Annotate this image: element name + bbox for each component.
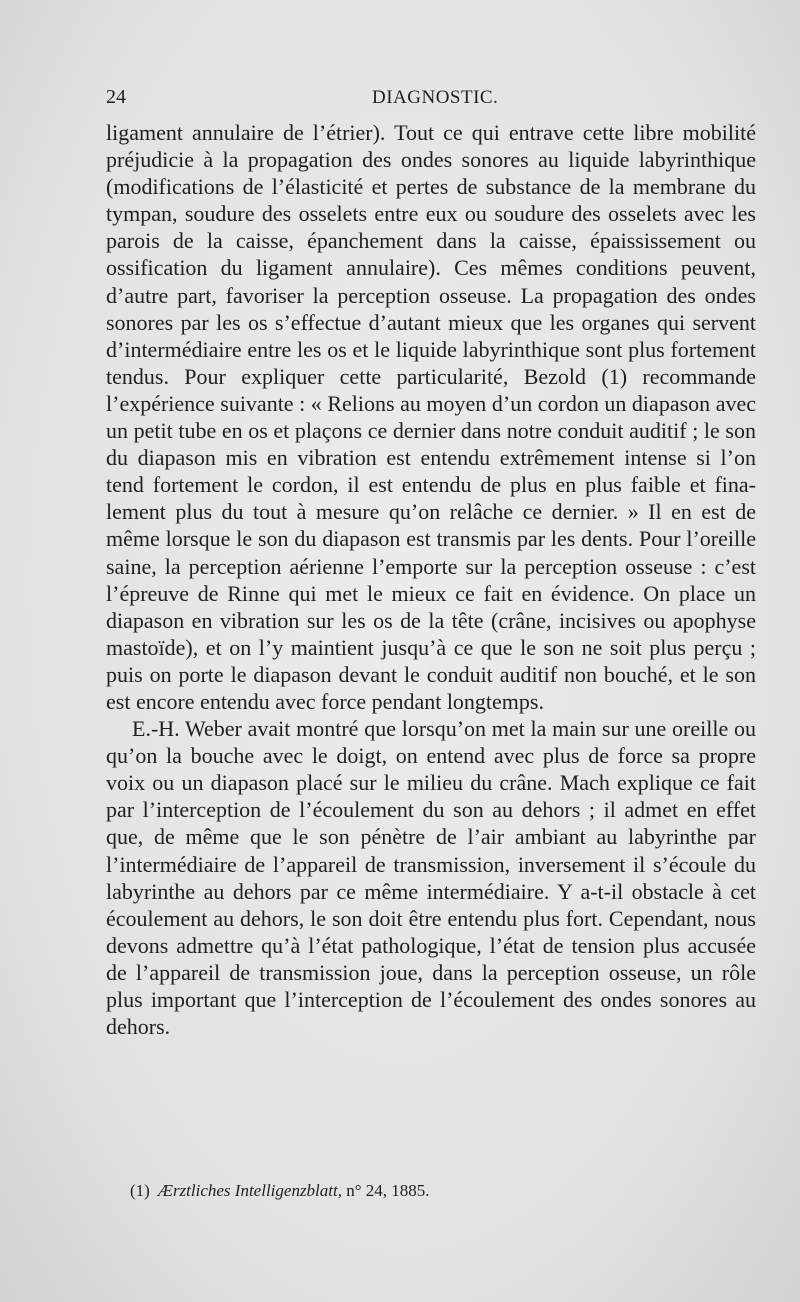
body-text: [106, 119, 756, 1040]
footnote-citation: n° 24, 1885.: [346, 1181, 430, 1200]
footnote-journal: Ærztliches Intelligenzblatt,: [157, 1181, 342, 1200]
footnote-marker: (1): [130, 1181, 150, 1200]
page-number: 24: [106, 86, 126, 108]
paragraph-2: E.-H. Weber avait montré que lorsqu’on met la main sur une oreille ou qu’on la bouche avec le doigt, on entend avec plus de force sa propre voix ou un diapason placé sur le milieu du crâne. Mach explique ce fait par l’interception de l’écoulement du son au dehors ; il admet en effet que, de même que le son pénètre de l’air ambiant au labyrinthe par l’intermédiaire de l’appareil de transmission, inversement il s’écoule du labyrinthe au dehors par ce même intermédiaire. Y a-t-il obstacle à cet écoulement au dehors, le son doit être entendu plus fort. Cependant, nous devons admettre qu’à l’état pathologique, l’état de tension plus accusée de l’appareil de transmission joue, dans la perception osseuse, un rôle plus important que l’interception de l’écoulement des ondes sonores au dehors.: [106, 716, 756, 1040]
paragraph-1: ligament annulaire de l’étrier). Tout ce qui entrave cette libre mobilité préjudicie à la propagation des ondes sonores au liquide labyrinthique (modifications de l’élasticité et pertes de substance de la membrane du tympan, soudure des osselets entre eux ou soudure des osselets avec les parois de la caisse, épanchement dans la caisse, épaississement ou ossification du ligament annulaire). Ces mêmes conditions peuvent, d’autre part, favoriser la perception osseuse. La propagation des ondes sonores par les os s’effectue d’autant mieux que les organes qui servent d’intermédiaire entre les os et le liquide labyrinthique sont plus fortement tendus. Pour expliquer cette particularité, Bezold (1) recommande l’expérience suivante : « Relions au moyen d’un cordon un diapason avec un petit tube en os et plaçons ce dernier dans notre conduit auditif ; le son du diapason mis en vibration est entendu extrêmement intense si l’on tend fortement le cordon, il est entendu de plus en plus faible et finalement plus du tout à mesure qu’on relâche ce dernier. » Il en est de même lorsque le son du diapason est transmis par les dents. Pour l’oreille saine, la perception aérienne l’emporte sur la perception osseuse : c’est l’épreuve de Rinne qui met le mieux ce fait en évidence. On place un diapason en vibration sur les os de la tête (crâne, incisives ou apophyse mastoïde), et on l’y maintient jusqu’à ce que le son ne soit plus perçu ; puis on porte le diapason devant le conduit auditif non bouché, et le son est encore entendu avec force pendant longtemps.: [106, 120, 756, 714]
page-title: DIAGNOSTIC.: [372, 87, 499, 108]
footnote: [130, 1180, 750, 1202]
running-head: [106, 86, 756, 116]
